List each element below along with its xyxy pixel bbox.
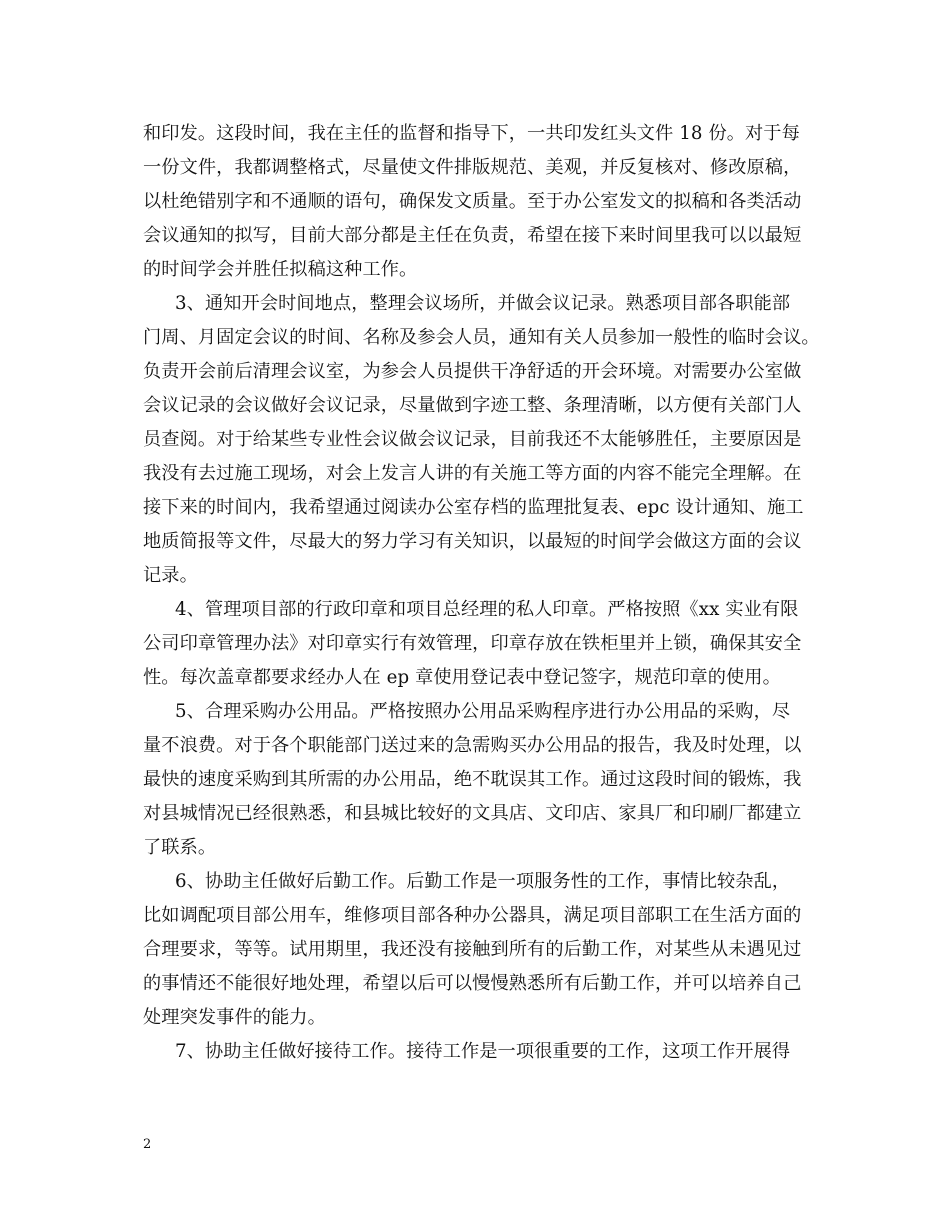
text-line: 处理突发事件的能力。	[143, 1007, 326, 1028]
paragraph-first-line: 6、协助主任做好后勤工作。后勤工作是一项服务性的工作，事情比较杂乱，	[175, 871, 791, 892]
text-line: 公司印章管理办法》对印章实行有效管理，印章存放在铁柜里并上锁，确保其安全	[143, 633, 802, 654]
text-line: 一份文件，我都调整格式，尽量使文件排版规范、美观，并反复核对、修改原稿，	[143, 157, 802, 178]
text-line: 会议通知的拟写，目前大部分都是主任在负责，希望在接下来时间里我可以以最短	[143, 225, 802, 246]
text-line: 合理要求，等等。试用期里，我还没有接触到所有的后勤工作，对某些从未遇见过	[143, 939, 802, 960]
text-line: 地质简报等文件，尽最大的努力学习有关知识，以最短的时间学会做这方面的会议	[143, 531, 802, 552]
text-line: 性。每次盖章都要求经办人在 ep 章使用登记表中登记签字，规范印章的使用。	[143, 667, 781, 688]
page-number: 2	[143, 1137, 152, 1152]
paragraph-first-line: 4、管理项目部的行政印章和项目总经理的私人印章。严格按照《xx 实业有限	[175, 599, 799, 620]
text-line: 门周、月固定会议的时间、名称及参会人员，通知有关人员参加一般性的临时会议。	[143, 327, 820, 348]
text-line: 最快的速度采购到其所需的办公用品，绝不耽误其工作。通过这段时间的锻炼，我	[143, 769, 802, 790]
text-line: 员查阅。对于给某些专业性会议做会议记录，目前我还不太能够胜任，主要原因是	[143, 429, 802, 450]
text-line: 对县城情况已经很熟悉，和县城比较好的文具店、文印店、家具厂和印刷厂都建立	[143, 803, 802, 824]
text-line: 量不浪费。对于各个职能部门送过来的急需购买办公用品的报告，我及时处理，以	[143, 735, 802, 756]
text-line: 的事情还不能很好地处理，希望以后可以慢慢熟悉所有后勤工作，并可以培养自己	[143, 973, 802, 994]
text-line: 的时间学会并胜任拟稿这种工作。	[143, 259, 418, 280]
paragraph-first-line: 3、通知开会时间地点，整理会议场所，并做会议记录。熟悉项目部各职能部	[175, 293, 791, 314]
text-line: 了联系。	[143, 837, 217, 858]
body-text	[143, 117, 843, 1069]
text-line: 接下来的时间内，我希望通过阅读办公室存档的监理批复表、epc 设计通知、施工	[143, 497, 804, 518]
paragraph-first-line: 5、合理采购办公用品。严格按照办公用品采购程序进行办公用品的采购，尽	[175, 701, 791, 722]
text-line: 记录。	[143, 565, 198, 586]
text-line: 和印发。这段时间，我在主任的监督和指导下，一共印发红头文件 18 份。对于每	[143, 123, 800, 144]
text-line: 以杜绝错别字和不通顺的语句，确保发文质量。至于办公室发文的拟稿和各类活动	[143, 191, 802, 212]
paragraph-first-line: 7、协助主任做好接待工作。接待工作是一项很重要的工作，这项工作开展得	[175, 1041, 791, 1062]
text-line: 会议记录的会议做好会议记录，尽量做到字迹工整、条理清晰，以方便有关部门人	[143, 395, 802, 416]
text-line: 比如调配项目部公用车，维修项目部各种办公器具，满足项目部职工在生活方面的	[143, 905, 802, 926]
text-line: 我没有去过施工现场，对会上发言人讲的有关施工等方面的内容不能完全理解。在	[143, 463, 802, 484]
text-line: 负责开会前后清理会议室，为参会人员提供干净舒适的开会环境。对需要办公室做	[143, 361, 802, 382]
